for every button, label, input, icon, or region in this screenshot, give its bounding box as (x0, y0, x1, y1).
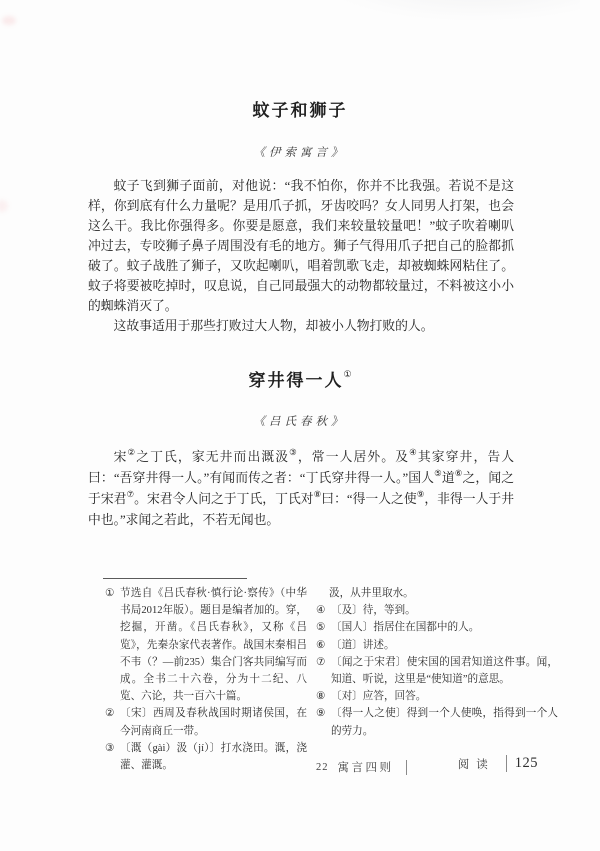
footnote-text: 〔道〕讲述。 (331, 639, 395, 651)
page-footer (0, 755, 600, 779)
footnote-reference-marker: ④ (409, 446, 418, 457)
fable2-text-segment: 之丁氏，家无井而出溉汲 (136, 450, 290, 464)
footnote-column-right (316, 585, 558, 740)
footnote-text: 〔溉（gài）汲（jí）〕打水浇田。溉，浇灌、灌溉。 (120, 742, 307, 772)
fable1-paragraph: 蚊子飞到狮子面前，对他说：“我不怕你，你并不比我强。若说不是这样，你到底有什么力量呢？是用爪子抓，牙齿咬吗？女人同男人打架，也会这么干。我比你强得多。你要是愿意，我们来较量较量吧！”蚊子吹着喇叭冲过去，专咬狮子鼻子周围没有毛的地方。狮子气得用爪子把自己的脸都抓破了。蚊子战胜了狮子，又吹起喇叭，唱着凯歌飞走，却被蜘蛛网粘住了。蚊子将要被吃掉时，叹息说，自己同最强大的动物都较量过，不料被这小小的蜘蛛消灭了。 (88, 179, 514, 313)
footnote-reference-marker: ② (127, 446, 137, 457)
fable2-text-segment: 曰：“得一人之使 (321, 492, 417, 506)
fable2-text-segment: ，常一人居外。及 (297, 450, 410, 464)
footnote-number: ① (105, 588, 115, 599)
fable2-source: 《吕氏春秋》 (253, 416, 347, 428)
fable2-title-note-marker: ① (343, 369, 352, 380)
fable2-text-segment: 。宋君令人问之于丁氏，丁氏对 (134, 492, 314, 506)
footnote-number: ⑨ (316, 708, 326, 720)
fable2-text-segment: 道 (441, 471, 455, 485)
page-number: 125 (514, 755, 538, 771)
footnote-item (316, 602, 558, 619)
fable2-text-segment: 其家穿井，告人曰：“吾穿井得一人。”有闻而传之者：“丁氏穿井得一人。”国人 (88, 450, 515, 485)
footer-section-label: 阅读 (457, 758, 495, 771)
footnote-number: ⑧ (316, 691, 326, 703)
footnote-text: 〔对〕应答，回答。 (331, 691, 427, 703)
footer-lesson-group (316, 759, 407, 775)
fable2-text-segment: 之，闻之于宋君 (88, 471, 515, 506)
footer-section-group (458, 755, 538, 772)
footnote-number: ⑤ (316, 622, 326, 634)
footnote-item (105, 585, 307, 705)
fable1-body (88, 176, 514, 336)
footnote-text: 汲，从井里取水。 (329, 588, 414, 599)
footnote-column-left (105, 585, 307, 774)
fable2-body (88, 447, 514, 531)
fable1-title-text: 蚊子和狮子 (252, 101, 348, 120)
footnote-number: ② (105, 708, 115, 720)
footnote-number: ④ (316, 605, 326, 617)
footnote-text: 〔及〕待，等到。 (331, 605, 416, 617)
footnote-reference-marker: ⑧ (313, 488, 322, 499)
footnote-item (105, 705, 307, 739)
footnote-text: 〔闻之于宋君〕使宋国的国君知道这件事。闻，知道、听说，这里是“使知道”的意思。 (331, 656, 558, 686)
footnote-reference-marker: ⑥ (454, 467, 463, 478)
footnote-text: 〔宋〕西周及春秋战国时期诸侯国，在今河南商丘一带。 (120, 708, 307, 737)
footnote-item (316, 585, 558, 602)
fable2-title-text: 穿井得一人 (248, 371, 344, 390)
fable1-title (0, 96, 600, 121)
footnote-number: ⑥ (316, 639, 326, 651)
scan-smudge (0, 200, 8, 212)
footnote-item (316, 705, 558, 739)
footnote-item (316, 619, 558, 636)
footnote-number: ⑦ (316, 656, 326, 668)
footnote-text: 〔得一人之使〕得到一个人使唤，指得到一个人的劳力。 (331, 708, 558, 737)
footnote-reference-marker: ⑨ (416, 488, 425, 499)
fable1-moral: 这故事适用于那些打败过大人物，却被小人物打败的人。 (113, 319, 434, 333)
scan-smudge (2, 16, 16, 25)
footer-lesson-number: 22 (316, 761, 329, 773)
footer-divider (506, 755, 507, 772)
footnote-text: 〔国人〕指居住在国都中的人。 (331, 622, 480, 634)
footnote-reference-marker: ⑦ (126, 488, 135, 499)
fable1-source: 《伊索寓言》 (253, 147, 347, 159)
footnote-item (316, 688, 558, 705)
footnote-number: ③ (105, 742, 115, 754)
footnote-item (316, 654, 558, 688)
footer-divider (406, 760, 407, 775)
footnote-item (316, 637, 558, 654)
fable2-title (0, 366, 600, 391)
fable2-paragraph (88, 447, 514, 531)
fable2-text-segment: ，非得一人于井中也。”求闻之若此，不若无闻也。 (88, 492, 515, 527)
footnote-reference-marker: ③ (289, 446, 298, 457)
footnote-reference-marker: ⑤ (434, 467, 442, 478)
footnote-separator-rule (103, 578, 247, 579)
scan-shading (320, 0, 580, 22)
fable2-text-segment: 宋 (113, 450, 128, 464)
footer-lesson-title: 寓言四则 (337, 762, 394, 774)
footnote-text: 节选自《吕氏春秋·慎行论·察传》（中华书局2012年版）。题目是编者加的。穿，挖掘，开凿。《吕氏春秋》，又称《吕览》，先秦杂家代表著作。战国末秦相吕不韦（？—前235）集合门客共同编写而成。全书二十六卷，分为十二纪、八览、六论，共一百六十篇。 (120, 588, 307, 703)
